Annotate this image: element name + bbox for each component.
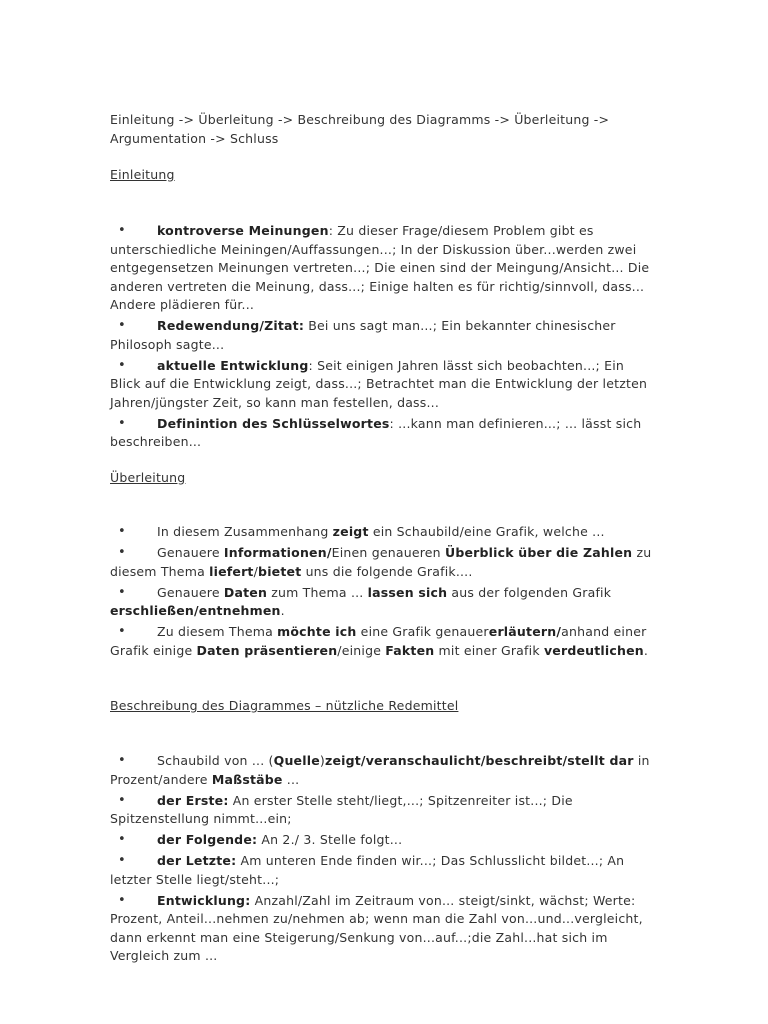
item-text: Anzahl/Zahl im Zeitraum von... steigt/sinkt, wächst; Werte: Prozent, Anteil...nehmen zu/nehmen ab; wenn man die Zahl von...und...vergleicht, dann erkennt man eine Steigerung/Senkung von...auf...;die Zahl...hat sich im Vergleich zum ...: [110, 892, 643, 963]
section-beschreibung: [110, 697, 655, 716]
item-text: aus der folgenden Grafik: [447, 584, 612, 600]
list-item: [110, 222, 655, 315]
list-item: [110, 831, 655, 850]
item-text: Bei uns sagt man...; Ein bekannter chinesischer Philosoph sagte...: [110, 318, 616, 352]
item-text: ): [319, 753, 325, 768]
item-text: : Zu dieser Frage/diesem Problem gibt es unterschiedliche Meiningen/Auffassungen...; In der Diskussion über...werden zwei entgegensetzen Meinungen vertreten...; Die einen sind der Meingung/Ansicht... Die anderen vertreten die Meinung, dass...; Einige halten es für richtig/sinnvoll, dass... Andere plädieren für...: [110, 223, 650, 312]
item-text: An 2./ 3. Stelle folgt...: [257, 832, 403, 847]
item-text: In diesem Zusammenhang: [157, 524, 333, 539]
list-item: [110, 623, 655, 660]
bold-term: aktuelle Entwicklung: [157, 357, 309, 373]
list-item: [110, 792, 655, 829]
item-text: in Prozent/andere: [110, 753, 650, 787]
bold-term: Daten präsentieren: [196, 642, 338, 658]
item-text: ...: [282, 771, 300, 787]
item-text: Genauere: [157, 584, 224, 600]
bold-term: der Letzte:: [157, 853, 237, 868]
bold-term: Maßstäbe: [211, 771, 283, 787]
list-item: [110, 752, 655, 789]
item-text: /einige: [337, 642, 386, 658]
list-item: [110, 852, 655, 889]
bold-term: der Folgende:: [157, 832, 258, 847]
section-beschreibung-list: [110, 752, 655, 968]
item-text: anhand einer Grafik einige: [110, 624, 647, 658]
item-text: Genauere: [157, 545, 224, 560]
bold-term: verdeutlichen: [543, 642, 644, 658]
bold-term: erläutern/: [488, 624, 562, 639]
outline-text: [110, 111, 655, 148]
outline-line-1: Einleitung -> Überleitung -> Beschreibung des Diagramms -> Überleitung ->: [110, 112, 610, 127]
list-item: [110, 415, 655, 452]
bold-term: möchte ich: [277, 624, 357, 639]
list-item: [110, 544, 655, 581]
bold-term: Entwicklung:: [157, 892, 251, 908]
list-item: [110, 357, 655, 413]
bold-term: Überblick über die Zahlen: [444, 545, 633, 560]
item-text: Am unteren Ende finden wir...; Das Schlusslicht bildet...; An letzter Stelle liegt/steht...;: [110, 853, 625, 887]
list-item: [110, 584, 655, 621]
item-text: Einen genaueren: [331, 545, 445, 560]
bold-term: Definintion des Schlüsselwortes: [157, 415, 390, 431]
item-text: ein Schaubild/eine Grafik, welche ...: [368, 524, 605, 539]
list-item: [110, 892, 655, 966]
bold-term: der Erste:: [157, 792, 229, 808]
list-item: [110, 523, 655, 542]
bold-term: Quelle: [273, 753, 320, 768]
outline-line-2: Argumentation -> Schluss: [110, 130, 279, 146]
item-text: /: [253, 563, 259, 579]
item-text: An erster Stelle steht/liegt,...; Spitzenreiter ist...; Die Spitzenstellung nimmt...ein;: [110, 792, 573, 826]
bold-term: zeigt: [332, 524, 369, 539]
bold-term: kontroverse Meinungen: [157, 223, 329, 238]
item-text: mit einer Grafik: [434, 642, 544, 658]
bold-term: liefert: [209, 563, 254, 579]
item-text: Zu diesem Thema: [157, 624, 278, 639]
bold-term: Fakten: [385, 642, 435, 658]
bold-term: lassen sich: [367, 584, 448, 600]
bold-term: Redewendung/Zitat:: [157, 318, 305, 333]
item-text: eine Grafik genauer: [356, 624, 489, 639]
section-ueberleitung: [110, 469, 655, 488]
section-heading: Überleitung: [110, 470, 186, 485]
section-einleitung: [110, 166, 655, 185]
item-text: .: [280, 603, 285, 618]
item-text: uns die folgende Grafik....: [301, 563, 473, 579]
section-heading: Beschreibung des Diagrammes – nützliche Redemittel: [110, 698, 459, 713]
bold-term: erschließen/entnehmen: [110, 603, 281, 618]
item-text: Schaubild von ... (: [157, 753, 274, 768]
item-text: zu diesem Thema: [110, 545, 652, 579]
section-ueberleitung-list: [110, 523, 655, 663]
bold-term: zeigt/veranschaulicht/beschreibt/stellt dar: [324, 753, 634, 768]
section-einleitung-list: [110, 222, 655, 454]
section-heading: Einleitung: [110, 167, 175, 182]
item-text: zum Thema ...: [267, 584, 368, 600]
list-item: [110, 317, 655, 354]
item-text: .: [643, 642, 649, 658]
item-text: : ...kann man definieren...; ... lässt sich beschreiben...: [110, 415, 642, 449]
bold-term: Daten: [223, 584, 268, 600]
bold-term: Informationen/: [223, 545, 332, 560]
bold-term: bietet: [258, 563, 302, 579]
item-text: : Seit einigen Jahren lässt sich beobachten...; Ein Blick auf die Entwicklung zeigt, dass...; Betrachtet man die Entwicklung der letzten Jahren/jüngster Zeit, so kann man festellen, dass...: [110, 357, 648, 410]
